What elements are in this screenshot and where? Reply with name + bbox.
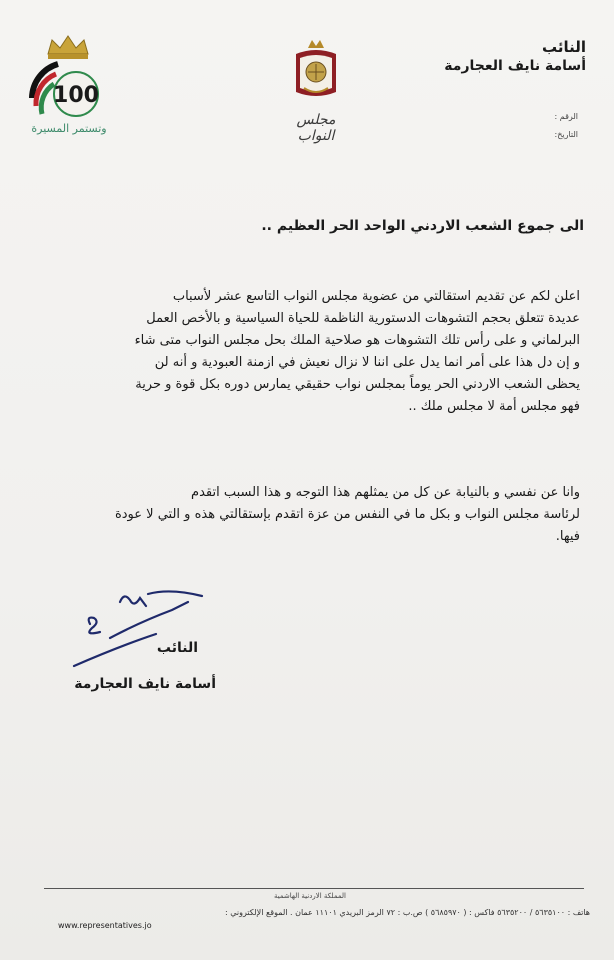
salutation: الى جموع الشعب الاردني الواحد الحر العظيم ..	[261, 218, 584, 234]
paragraph-line: و إن دل هذا على أمر انما يدل على اننا لا نزال نعيش في ازمنة العبودية و أنه لن	[154, 355, 580, 370]
mp-header	[386, 38, 586, 76]
crown-icon	[48, 36, 88, 59]
footer-divider	[44, 888, 584, 889]
paragraph-line: البرلماني و على رأس تلك التشوهات هو صلاحية الملك بحل مجلس النواب متى شاء	[134, 333, 580, 348]
paragraph-line: يحظى الشعب الاردني الحر يوماً بمجلس نواب حقيقي يمارس دوره بكل قوة و حرية	[135, 377, 580, 392]
paragraph-line: لرئاسة مجلس النواب و بكل ما في النفس من عزة اتقدم بإستقالتي هذه و التي لا عودة	[114, 507, 580, 522]
mp-name: أسامة نايف العجارمة	[444, 58, 586, 74]
handwritten-signature	[60, 578, 210, 678]
paragraph-2	[40, 482, 580, 548]
coat-of-arms-icon	[286, 38, 346, 102]
mp-title: النائب	[541, 38, 586, 56]
footer-website-link[interactable]: www.representatives.jo	[58, 921, 152, 930]
signature-name: أسامة نايف العجارمة	[74, 676, 216, 692]
footer-contact: هاتف : ٥٦٣٥١٠٠ / ٥٦٣٥٢٠٠ فاكس : ( ٥٦٨٥٩٧٠ ) ص.ب : ٧٢ الرمز البريدي ١١١٠١ عمان . الموقع الإلكتروني :	[224, 908, 590, 917]
logo-tagline: وتستمر المسيرة	[31, 122, 107, 135]
paragraph-line: فيها.	[555, 529, 580, 544]
footer-crest-text: المملكة الاردنية الهاشمية	[273, 892, 347, 900]
paragraph-line: اعلن لكم عن تقديم استقالتي من عضوية مجلس النواب التاسع عشر لأسباب	[172, 289, 580, 304]
paragraph-line: عديدة تتعلق بحجم التشوهات الدستورية الناظمة للحياة السياسية و بالأخص العمل	[146, 311, 580, 326]
council-name: مجلس النواب	[296, 112, 336, 144]
ref-label: الرقم :	[554, 112, 578, 121]
logo-number: 100	[53, 83, 99, 108]
signature-title: النائب	[156, 640, 198, 656]
paragraph-1	[40, 286, 580, 418]
paragraph-line: وانا عن نفسي و بالنيابة عن كل من يمثلهم هذا التوجه و هذا السبب اتقدم	[191, 485, 580, 500]
paragraph-line: فهو مجلس أمة لا مجلس ملك ..	[408, 399, 580, 414]
date-label: التاريخ:	[554, 130, 578, 139]
